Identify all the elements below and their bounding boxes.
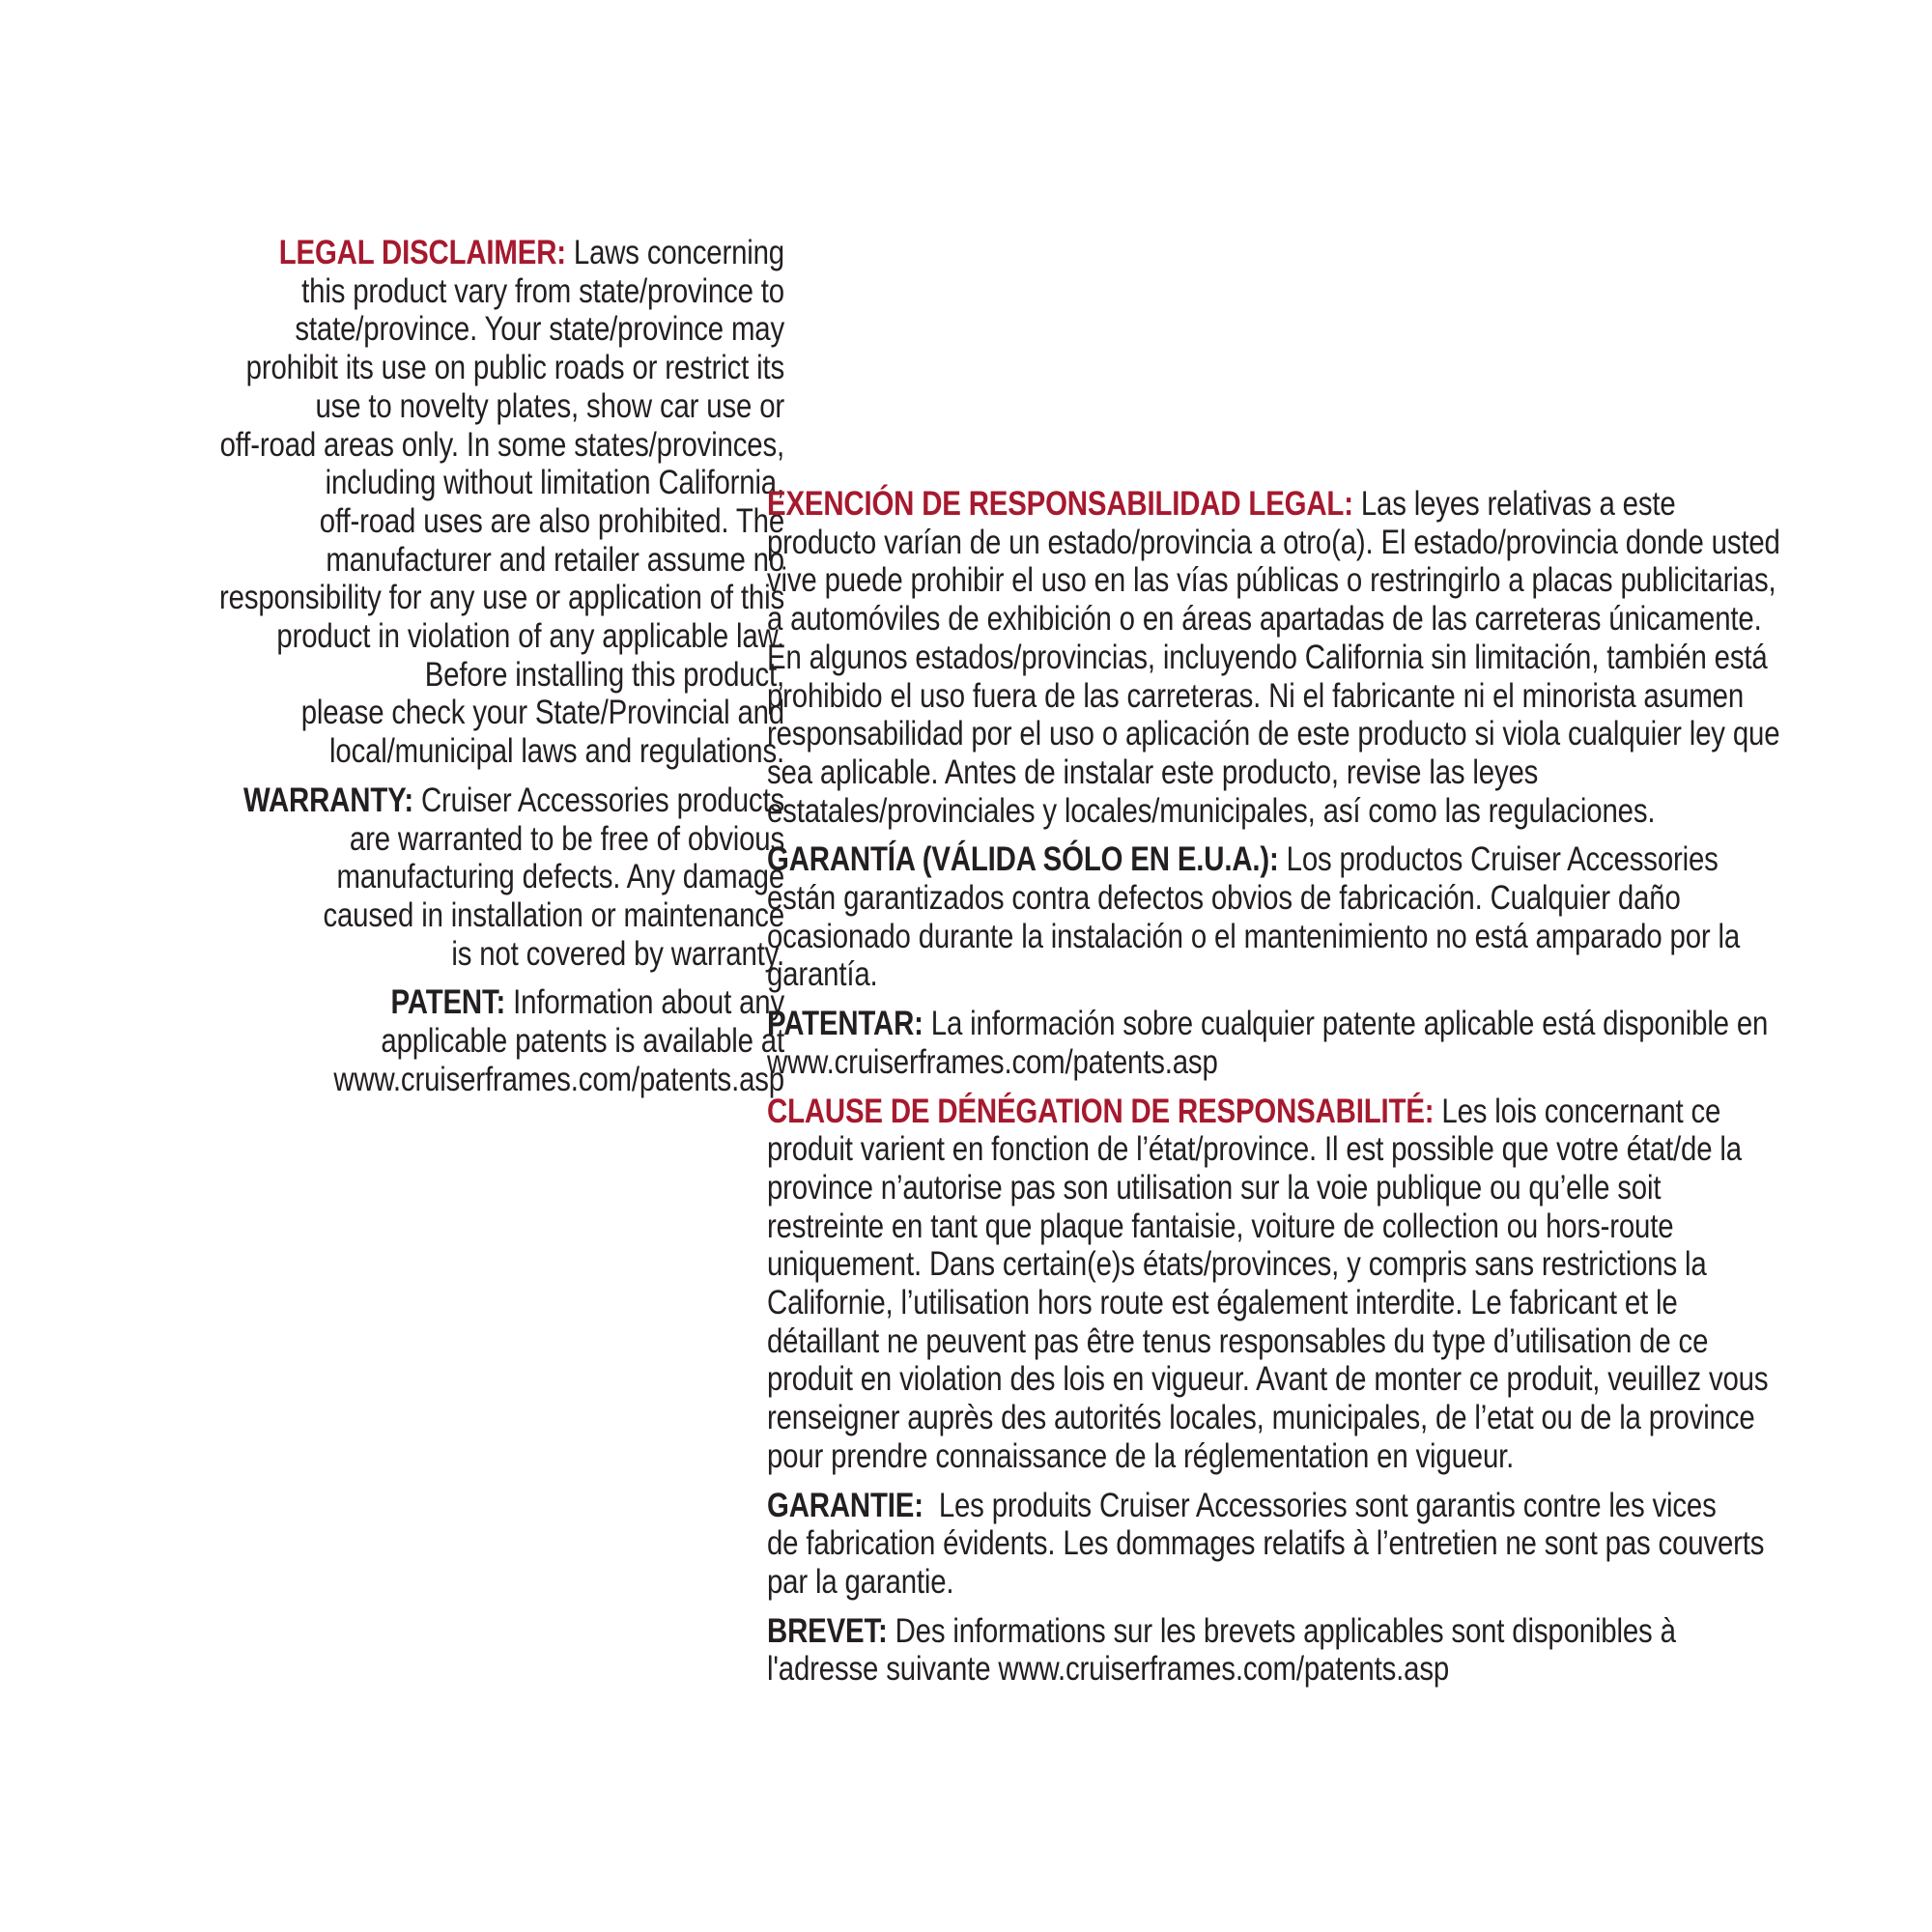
legal-disclaimer-text: off-road uses are also prohibited. The — [319, 501, 784, 540]
warranty-paragraph — [126, 781, 784, 974]
legal-disclaimer-text: local/municipal laws and regulations. — [329, 732, 784, 771]
patent-es-text: La información sobre cualquier patente aplicable está disponible en — [923, 1005, 1769, 1043]
patent-fr-paragraph — [767, 1612, 1931, 1689]
warranty-es-text: están garantizados contra defectos obvios de fabricación. Cualquier daño — [767, 879, 1681, 918]
legal-disclaimer-fr-text: uniquement. Dans certain(e)s états/provinces, y compris sans restrictions la — [767, 1245, 1707, 1284]
warranty-fr-text: par la garantie. — [767, 1562, 954, 1601]
legal-disclaimer-fr-text: produit en violation des lois en vigueur. Avant de monter ce produit, veuillez vous — [767, 1360, 1769, 1399]
legal-disclaimer-text: off-road areas only. In some states/provinces, — [219, 425, 785, 464]
legal-disclaimer-es-text: En algunos estados/provincias, incluyendo California sin limitación, también está — [767, 638, 1768, 676]
legal-disclaimer-text: including without limitation California, — [325, 464, 784, 502]
legal-disclaimer-fr-text: Les lois concernant ce — [1434, 1092, 1721, 1130]
legal-disclaimer-label: LEGAL DISCLAIMER: — [278, 234, 566, 271]
legal-disclaimer-fr-text: détaillant ne peuvent pas être tenus responsables du type d’utilisation de ce — [767, 1321, 1709, 1360]
patent-es-paragraph — [767, 1005, 1931, 1081]
spanish-french-notice-column — [767, 485, 1931, 1699]
warranty-text: Cruiser Accessories products — [412, 781, 784, 819]
patent-label: PATENT: — [390, 983, 506, 1022]
warranty-es-label: GARANTÍA (VÁLIDA SÓLO EN E.U.A.): — [767, 840, 1279, 879]
patent-fr-url: l'adresse suivante www.cruiserframes.com/patents.asp — [767, 1650, 1450, 1689]
legal-disclaimer-es-text: vive puede prohibir el uso en las vías públicas o restringirlo a placas publicitarias, — [767, 561, 1776, 600]
patent-es-label: PATENTAR: — [767, 1005, 923, 1043]
legal-disclaimer-text: use to novelty plates, show car use or — [315, 386, 784, 425]
legal-disclaimer-text: please check your State/Provincial and — [300, 694, 784, 732]
legal-disclaimer-fr-text: renseigner auprès des autorités locales, municipales, de l’etat ou de la province — [767, 1399, 1755, 1437]
legal-disclaimer-text: this product vary from state/province to — [301, 271, 784, 310]
legal-disclaimer-text: Before installing this product, — [424, 655, 784, 694]
patent-paragraph — [126, 983, 784, 1098]
warranty-es-paragraph — [767, 840, 1931, 994]
legal-disclaimer-text: responsibility for any use or application of this — [219, 579, 784, 617]
warranty-es-text: garantía. — [767, 955, 878, 994]
warranty-text: caused in installation or maintenance — [323, 895, 784, 934]
legal-disclaimer-es-text: estatales/provinciales y locales/municipales, así como las regulaciones. — [767, 791, 1656, 830]
warranty-label: WARRANTY: — [243, 781, 413, 819]
warranty-text: manufacturing defects. Any damage — [336, 858, 784, 896]
warranty-fr-paragraph — [767, 1487, 1931, 1602]
legal-disclaimer-es-text: producto varían de un estado/provincia a otro(a). El estado/provincia donde usted — [767, 523, 1780, 561]
patent-es-url: www.cruiserframes.com/patents.asp — [767, 1042, 1218, 1081]
legal-disclaimer-fr-text: Californie, l’utilisation hors route est également interdite. Le fabricant et le — [767, 1284, 1678, 1322]
patent-url: www.cruiserframes.com/patents.asp — [333, 1060, 784, 1098]
legal-disclaimer-es-text: Las leyes relativas a este — [1352, 485, 1676, 523]
legal-disclaimer-fr-paragraph — [767, 1093, 1931, 1476]
warranty-es-text: Los productos Cruiser Accessories — [1278, 840, 1719, 879]
legal-disclaimer-es-text: sea aplicable. Antes de instalar este producto, revise las leyes — [767, 753, 1539, 791]
warranty-text: are warranted to be free of obvious — [349, 819, 784, 858]
legal-disclaimer-text: product in violation of any applicable law. — [276, 617, 784, 656]
patent-text: applicable patents is available at — [381, 1022, 784, 1061]
warranty-es-text: ocasionado durante la instalación o el mantenimiento no está amparado por la — [767, 917, 1741, 955]
english-notice-column — [126, 234, 784, 1109]
legal-disclaimer-text: Laws concerning — [565, 234, 784, 271]
patent-fr-label: BREVET: — [767, 1611, 888, 1650]
legal-disclaimer-fr-text: pour prendre connaissance de la réglementation en vigueur. — [767, 1436, 1515, 1475]
legal-disclaimer-text: state/province. Your state/province may — [295, 310, 784, 349]
legal-disclaimer-paragraph — [126, 234, 784, 771]
patent-fr-text: Des informations sur les brevets applicables sont disponibles à — [887, 1611, 1676, 1650]
legal-disclaimer-fr-label: CLAUSE DE DÉNÉGATION DE RESPONSABILITÉ: — [767, 1092, 1435, 1130]
warranty-text: is not covered by warranty. — [451, 934, 784, 973]
legal-disclaimer-fr-text: restreinte en tant que plaque fantaisie, voiture de collection ou hors-route — [767, 1207, 1674, 1245]
legal-disclaimer-text: manufacturer and retailer assume no — [326, 540, 784, 579]
legal-disclaimer-fr-text: province n’autorise pas son utilisation sur la voie publique ou qu’elle soit — [767, 1168, 1662, 1207]
warranty-fr-text: Les produits Cruiser Accessories sont garantis contre les vices — [923, 1486, 1717, 1524]
legal-disclaimer-es-label: EXENCIÓN DE RESPONSABILIDAD LEGAL: — [767, 485, 1353, 523]
legal-disclaimer-es-text: responsabilidad por el uso o aplicación de este producto si viola cualquier ley que — [767, 715, 1780, 753]
warranty-fr-text: de fabrication évidents. Les dommages relatifs à l’entretien ne sont pas couverts — [767, 1524, 1765, 1563]
warranty-fr-label: GARANTIE: — [767, 1486, 923, 1524]
legal-disclaimer-text: prohibit its use on public roads or restrict its — [245, 349, 784, 387]
patent-text: Information about any — [505, 983, 784, 1022]
legal-disclaimer-es-text: prohibido el uso fuera de las carreteras. Ni el fabricante ni el minorista asumen — [767, 676, 1745, 715]
legal-disclaimer-es-text: a automóviles de exhibición o en áreas apartadas de las carreteras únicamente. — [767, 600, 1762, 639]
legal-disclaimer-es-paragraph — [767, 485, 1931, 830]
legal-disclaimer-fr-text: produit varient en fonction de l’état/province. Il est possible que votre état/de la — [767, 1130, 1742, 1169]
